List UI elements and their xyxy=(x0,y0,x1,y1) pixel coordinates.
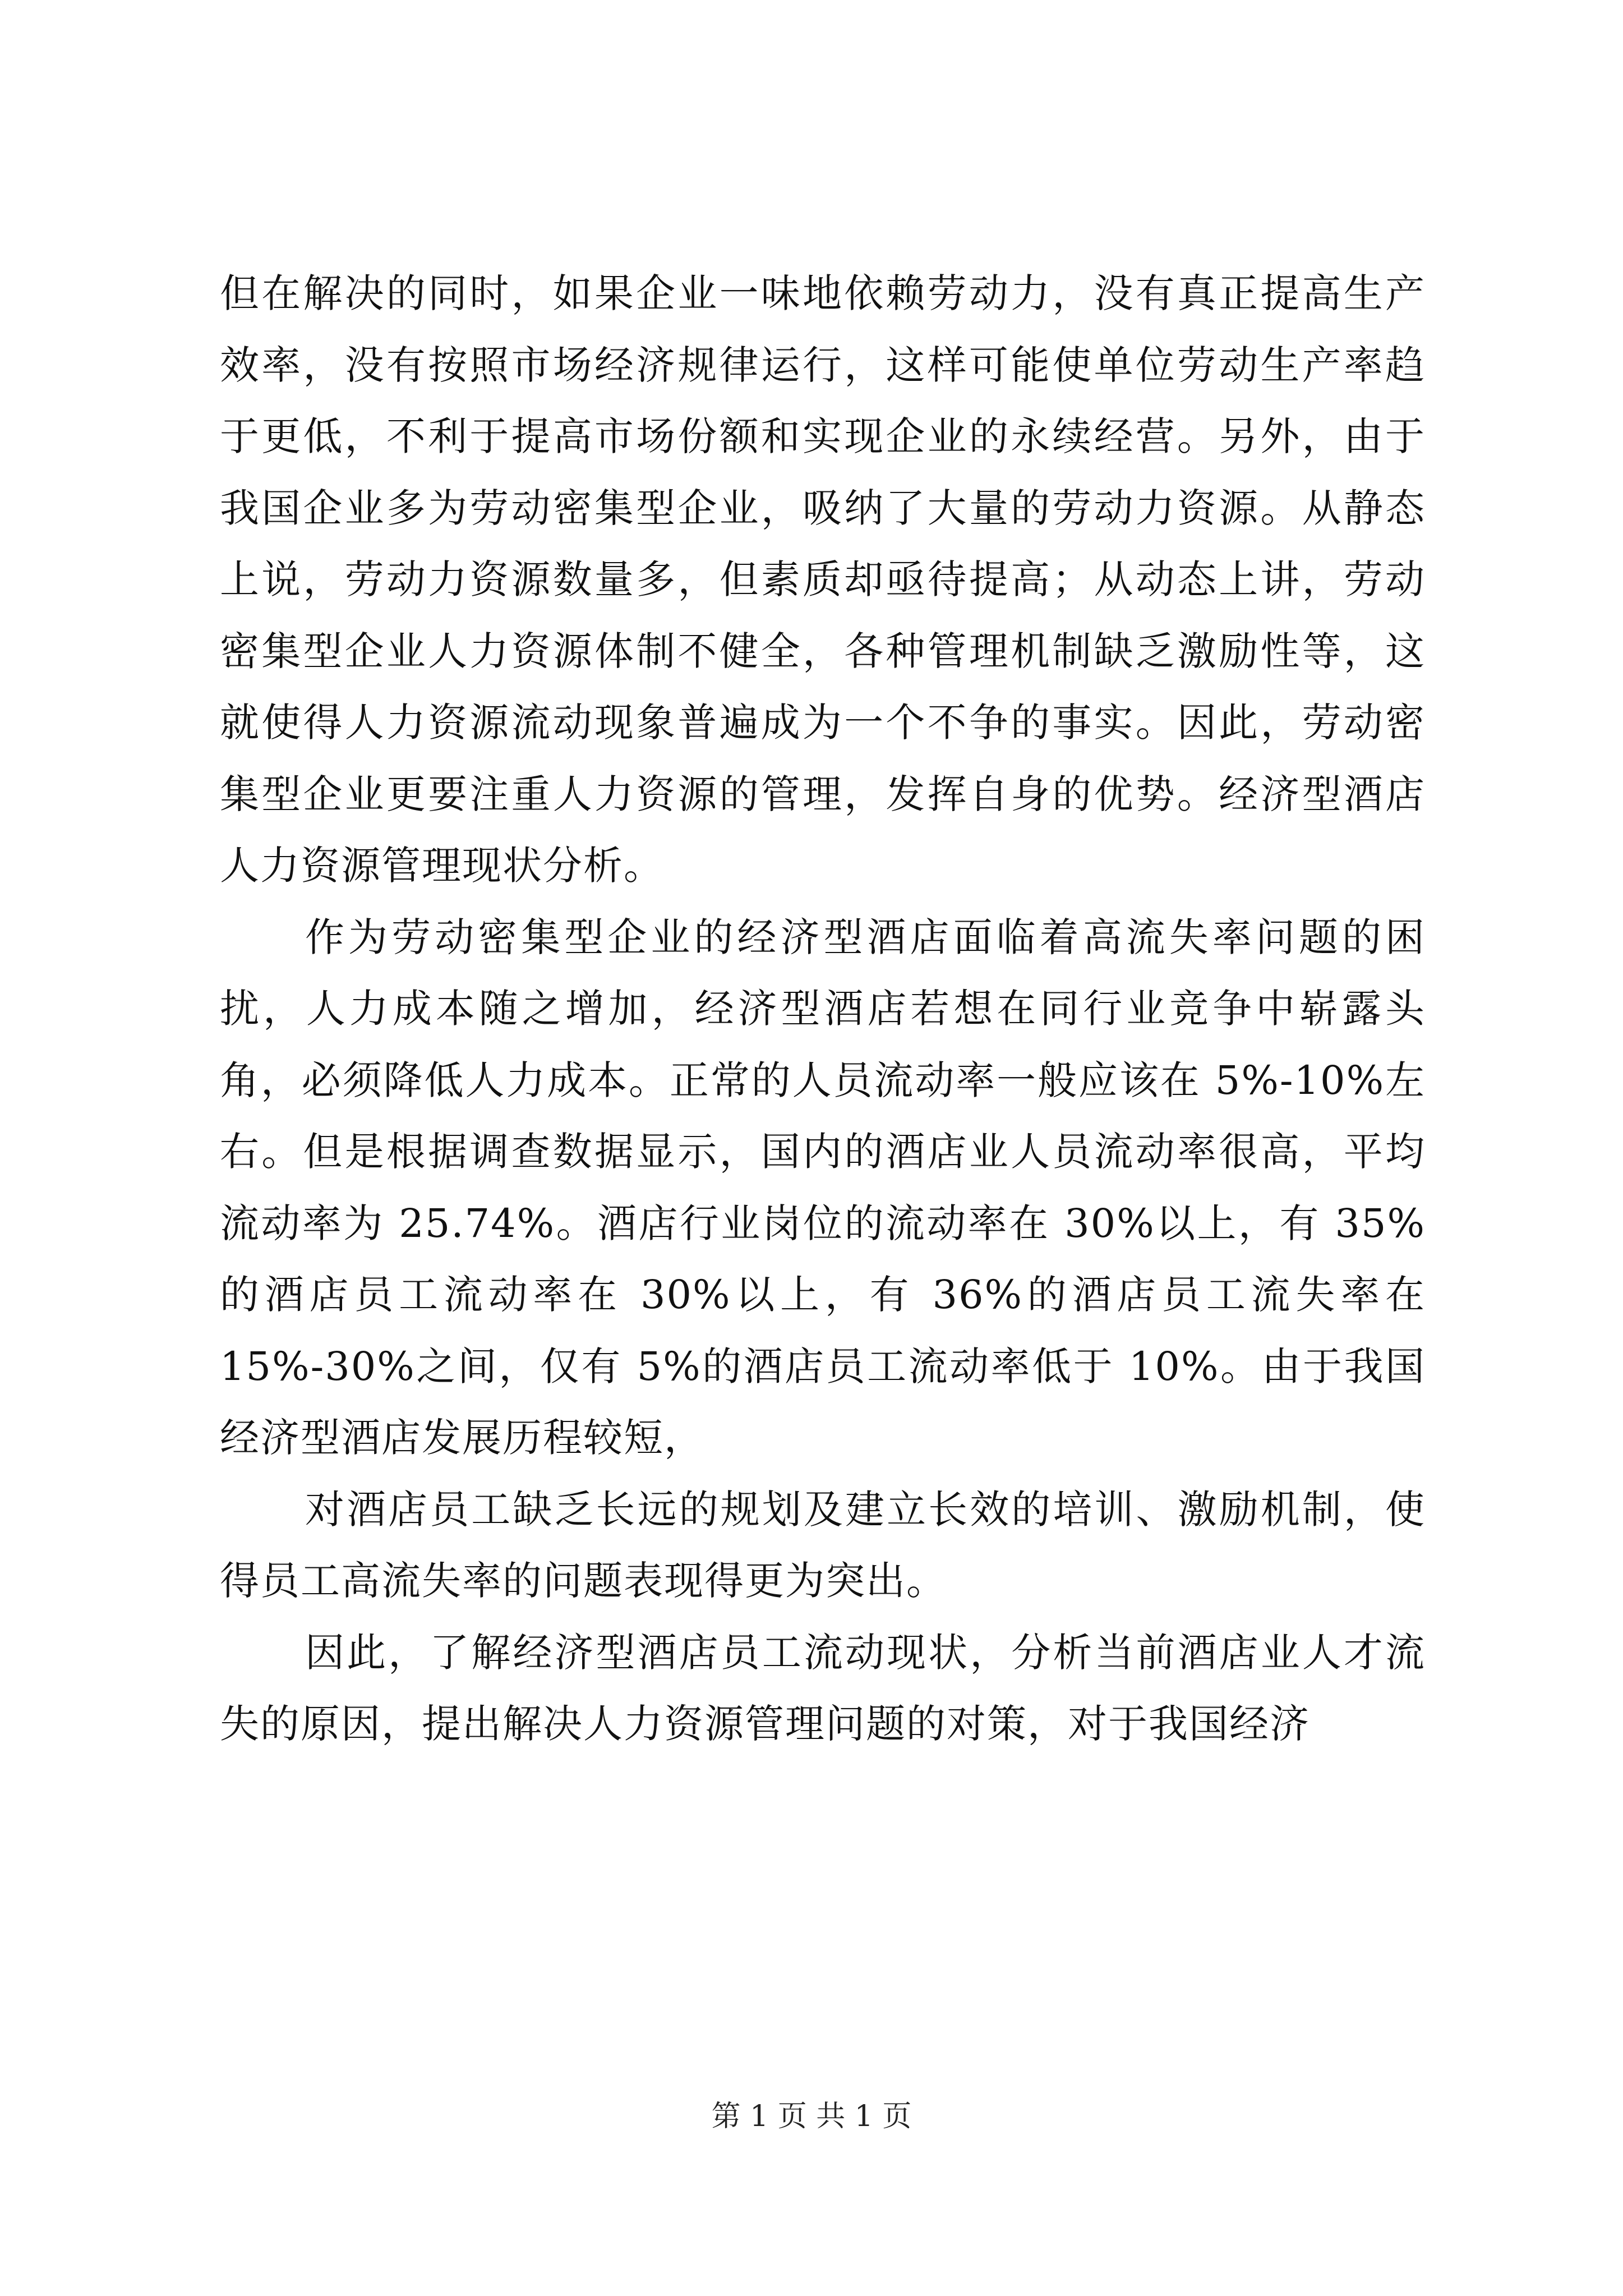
paragraph-1: 但在解决的同时，如果企业一味地依赖劳动力，没有真正提高生产效率，没有按照市场经济规律运行，这样可能使单位劳动生产率趋于更低，不利于提高市场份额和实现企业的永续经营。另外，由于我国企业多为劳动密集型企业，吸纳了大量的劳动力资源。从静态上说，劳动力资源数量多，但素质却亟待提高；从动态上讲，劳动密集型企业人力资源体制不健全，各种管理机制缺乏激励性等，这就使得人力资源流动现象普遍成为一个不争的事实。因此，劳动密集型企业更要注重人力资源的管理，发挥自身的优势。经济型酒店人力资源管理现状分析。 xyxy=(220,270,1426,889)
page-number-footer: 第 1 页 共 1 页 xyxy=(711,2100,912,2133)
paragraph-3: 对酒店员工缺乏长远的规划及建立长效的培训、激励机制，使得员工高流失率的问题表现得更为突出。 xyxy=(220,1486,1426,1604)
paragraph-2: 作为劳动密集型企业的经济型酒店面临着高流失率问题的困扰，人力成本随之增加，经济型酒店若想在同行业竞争中崭露头角，必须降低人力成本。正常的人员流动率一般应该在 5%-10%左右。但是根据调查数据显示，国内的酒店业人员流动率很高，平均流动率为 25.74%。酒店行业岗位的流动率在 30%以上，有 35%的酒店员工流动率在 30%以上，有 36%的酒店员工流失率在 15%-30%之间，仅有 5%的酒店员工流动率低于 10%。由于我国经济型酒店发展历程较短， xyxy=(220,914,1426,1461)
paragraph-4: 因此，了解经济型酒店员工流动现状，分析当前酒店业人才流失的原因，提出解决人力资源管理问题的对策，对于我国经济 xyxy=(220,1629,1426,1747)
document-body xyxy=(220,258,1426,1760)
